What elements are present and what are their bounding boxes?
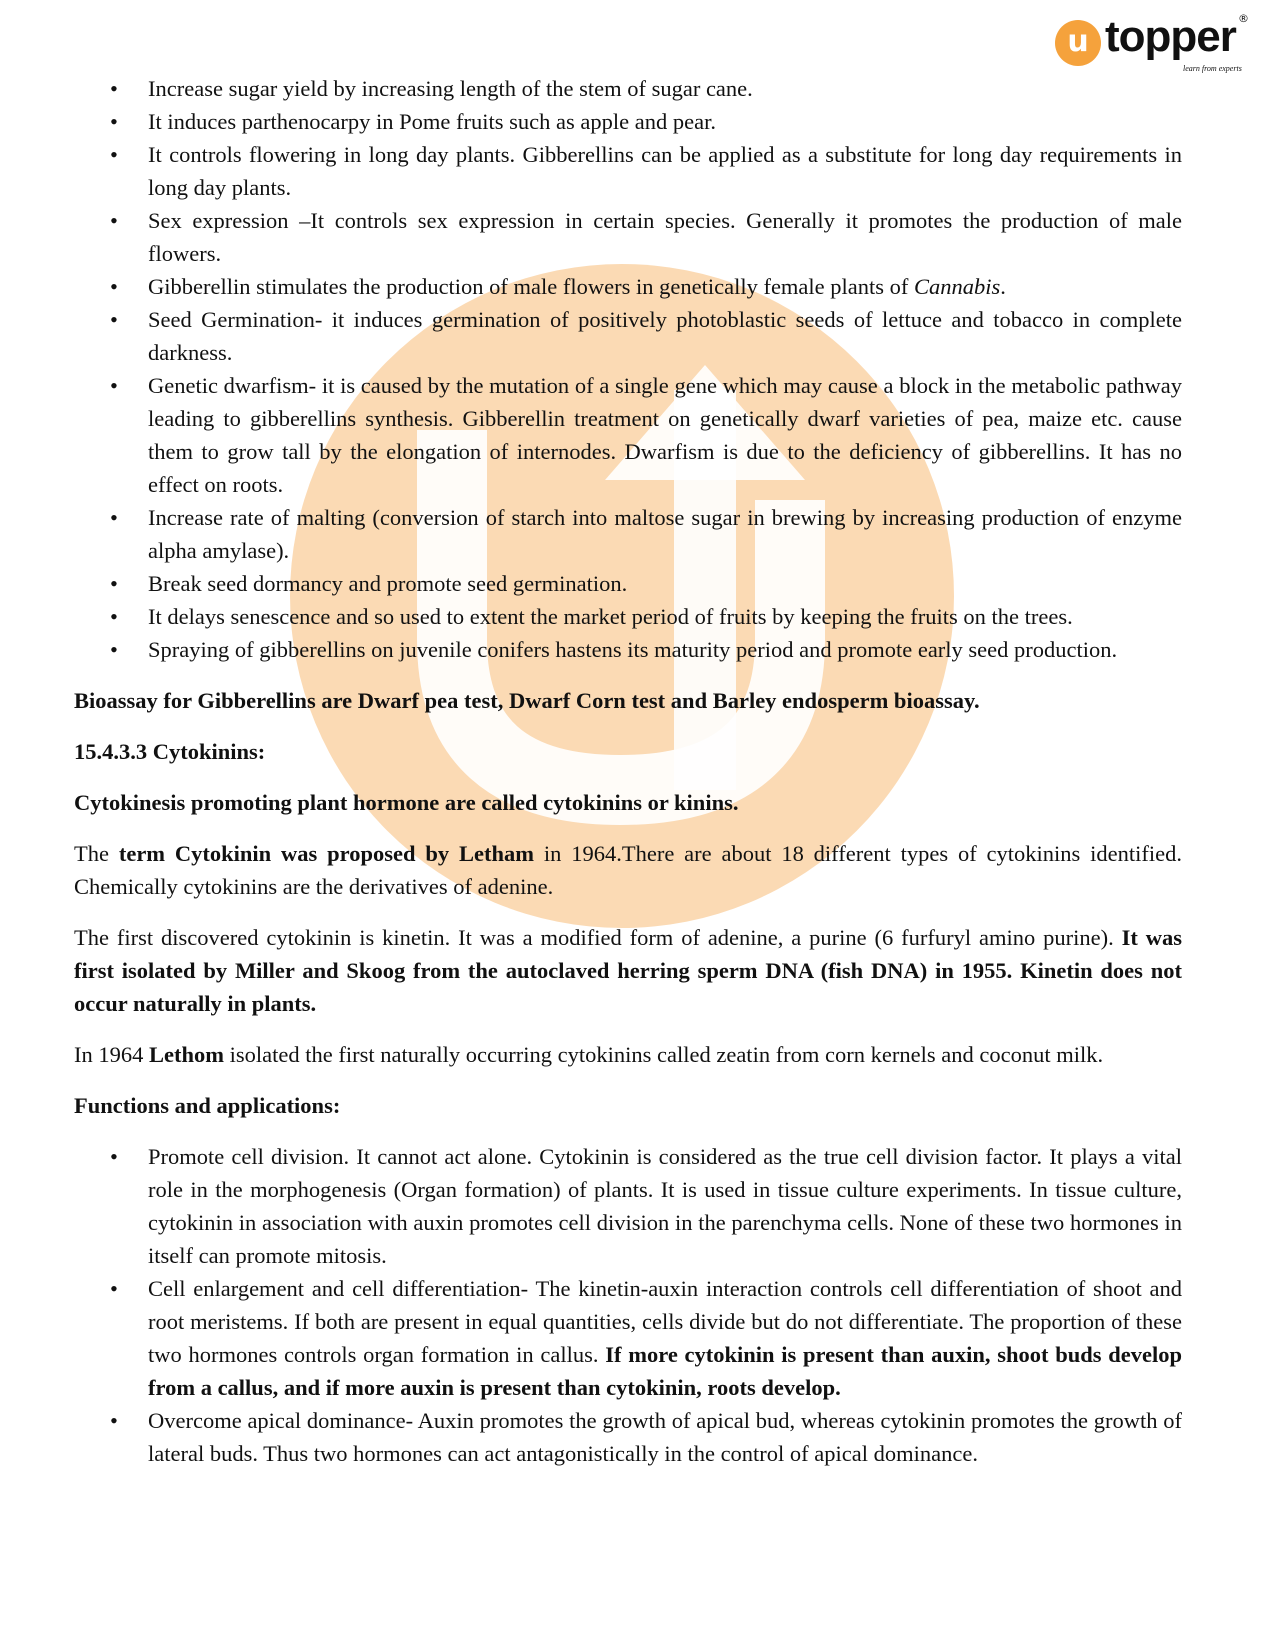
logo-wordmark: topper xyxy=(1105,12,1236,61)
item-text: Cell enlargement and cell differentiation- The kinetin-auxin interaction controls cell differentiation of shoot and root meristems. If both are present in equal quantities, cells divide but do not differentiate. The proportion of these two hormones controls organ formation in callus. xyxy=(148,1276,1182,1367)
logo-tagline: learn from experts xyxy=(1183,64,1242,73)
item-text: Break seed dormancy and promote seed germination. xyxy=(148,571,628,596)
list-item xyxy=(148,501,1182,567)
list-item xyxy=(148,567,1182,600)
document-body xyxy=(74,72,1182,1470)
italic-term: Cannabis xyxy=(914,274,1001,299)
item-text: It induces parthenocarpy in Pome fruits such as apple and pear. xyxy=(148,109,716,134)
bold-text: Lethom xyxy=(149,1042,224,1067)
bold-text: It was first isolated by Miller and Skoog from the autoclaved herring sperm DNA (fish DNA) in 1955. Kinetin does not occur naturally in plants. xyxy=(74,925,1182,1016)
list-item xyxy=(148,105,1182,138)
bioassay-statement: Bioassay for Gibberellins are Dwarf pea test, Dwarf Corn test and Barley endosperm bioassay. xyxy=(74,688,980,713)
item-text: Increase rate of malting (conversion of starch into maltose sugar in brewing by increasing production of enzyme alpha amylase). xyxy=(148,505,1182,563)
item-text: Promote cell division. It cannot act alone. Cytokinin is considered as the true cell division factor. It plays a vital role in the morphogenesis (Organ formation) of plants. It is used in tissue culture experiments. In tissue culture, cytokinin in association with auxin promotes cell division in the parenchyma cells. None of these two hormones in itself can promote mitosis. xyxy=(148,1144,1182,1268)
item-text: It delays senescence and so used to extent the market period of fruits by keeping the fruits on the trees. xyxy=(148,604,1073,629)
section-heading: 15.4.3.3 Cytokinins: xyxy=(74,739,266,764)
item-text: Genetic dwarfism- it is caused by the mutation of a single gene which may cause a block in the metabolic pathway leading to gibberellins synthesis. Gibberellin treatment on genetically dwarf varieties of pea, maize etc. cause them to grow tall by the elongation of internodes. Dwarfism is due to the deficiency of gibberellins. It has no effect on roots. xyxy=(148,373,1182,497)
paragraph xyxy=(74,1038,1182,1071)
item-text: Overcome apical dominance- Auxin promotes the growth of apical bud, whereas cytokinin promotes the growth of lateral buds. Thus two hormones can act antagonistically in the control of apical dominance. xyxy=(148,1408,1182,1466)
paragraph xyxy=(74,921,1182,1020)
text: The xyxy=(74,841,119,866)
list-item xyxy=(148,1140,1182,1272)
list-item xyxy=(148,303,1182,369)
text: The first discovered cytokinin is kinetin. It was a modified form of adenine, a purine (6 furfuryl amino purine). xyxy=(74,925,1122,950)
cytokinin-definition: Cytokinesis promoting plant hormone are called cytokinins or kinins. xyxy=(74,790,739,815)
list-item xyxy=(148,204,1182,270)
item-text: Sex expression –It controls sex expression in certain species. Generally it promotes the production of male flowers. xyxy=(148,208,1182,266)
item-text: Gibberellin stimulates the production of male flowers in genetically female plants of xyxy=(148,274,915,299)
item-text: Increase sugar yield by increasing length of the stem of sugar cane. xyxy=(148,76,753,101)
item-text: Seed Germination- it induces germination of positively photoblastic seeds of lettuce and tobacco in complete darkness. xyxy=(148,307,1182,365)
item-text: It controls flowering in long day plants. Gibberellins can be applied as a substitute for long day requirements in long day plants. xyxy=(148,142,1182,200)
item-text: Spraying of gibberellins on juvenile conifers hastens its maturity period and promote early seed production. xyxy=(148,637,1118,662)
text: isolated the first naturally occurring cytokinins called zeatin from corn kernels and coconut milk. xyxy=(224,1042,1104,1067)
bold-text: term Cytokinin was proposed by Letham xyxy=(118,841,534,866)
item-text: . xyxy=(1000,274,1006,299)
list-item xyxy=(148,1272,1182,1404)
text: In 1964 xyxy=(74,1042,149,1067)
logo-mark-icon: u xyxy=(1055,20,1101,66)
list-item xyxy=(148,138,1182,204)
text: in 1964.There are about 18 different types of cytokinins identified. Chemically cytokinins are the derivatives of adenine. xyxy=(74,841,1182,899)
gibberellin-functions-list xyxy=(74,72,1182,666)
functions-heading: Functions and applications: xyxy=(74,1093,341,1118)
paragraph xyxy=(74,837,1182,903)
topper-logo xyxy=(1055,12,1255,72)
list-item xyxy=(148,600,1182,633)
list-item xyxy=(148,369,1182,501)
bold-text: If more cytokinin is present than auxin, shoot buds develop from a callus, and if more auxin is present than cytokinin, roots develop. xyxy=(148,1342,1182,1400)
list-item xyxy=(148,633,1182,666)
list-item xyxy=(148,270,1182,303)
registered-mark: ® xyxy=(1238,12,1249,25)
list-item xyxy=(148,1404,1182,1470)
list-item xyxy=(148,72,1182,105)
cytokinin-functions-list xyxy=(74,1140,1182,1470)
